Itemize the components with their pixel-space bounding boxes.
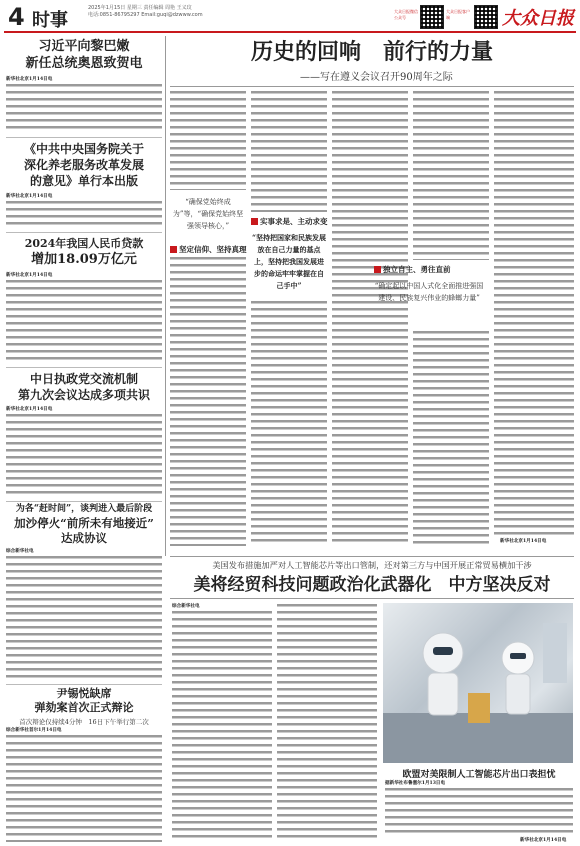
feature-body bbox=[170, 256, 246, 546]
header-rule bbox=[4, 31, 576, 33]
article-title bbox=[6, 371, 162, 403]
article-body bbox=[6, 413, 162, 497]
photo-body bbox=[385, 787, 573, 835]
article-title-line: 为各“赶时间”，谈判进入最后阶段 bbox=[15, 504, 153, 514]
feature-title: 历史的回响 前行的力量 bbox=[250, 39, 493, 65]
feature-body bbox=[413, 330, 489, 546]
article-title bbox=[6, 503, 162, 546]
feature-pullquote: “确保党始终成为”等，“确保党始终坚强领导核心，” bbox=[172, 198, 244, 230]
article-body bbox=[6, 279, 162, 363]
article-byline: 新华社北京1月14日电 bbox=[6, 77, 53, 82]
header-meta-line1: 2025年1月15日 星期三 责任编辑 周艳 王义玟 bbox=[88, 5, 192, 11]
feature-body bbox=[251, 300, 327, 546]
article-title bbox=[6, 141, 162, 189]
article-title-line: 增加18.09万亿元 bbox=[31, 252, 137, 267]
article-subtitle: 首次辩论仅持续4分钟 16日下午举行第二次 bbox=[19, 718, 149, 726]
article-title-line: 的意见》单行本出版 bbox=[29, 174, 138, 188]
feature-section-heading: 坚定信仰、坚持真理 bbox=[170, 244, 247, 255]
bottom-end-byline: 新华社北京1月14日电 bbox=[520, 838, 567, 843]
feature-section-heading: 实事求是、主动求变 bbox=[251, 216, 328, 227]
article-title-line: 尹锡悦缺席 bbox=[56, 687, 112, 700]
article-title-line: 中日执政党交流机制 bbox=[29, 372, 138, 386]
feature-body bbox=[494, 90, 574, 536]
article-title-line: 2024年我国人民币贷款 bbox=[24, 237, 144, 250]
article-title-line: 《中共中央国务院关于 bbox=[23, 142, 144, 156]
divider bbox=[170, 86, 574, 87]
article-title bbox=[6, 38, 162, 72]
divider bbox=[170, 556, 574, 557]
bottom-byline: 综合新华社电 bbox=[172, 604, 200, 609]
divider bbox=[6, 232, 162, 233]
qr1-label: 大众日报微信公众号 bbox=[394, 9, 418, 20]
article-byline: 新华社北京1月14日电 bbox=[6, 273, 53, 278]
header-meta-line2: 电话:0851-86795297 Email:guqi@dzwww.com bbox=[88, 12, 203, 18]
article-byline: 综合新华社电 bbox=[6, 549, 34, 554]
divider bbox=[6, 367, 162, 368]
robot-illustration bbox=[383, 603, 573, 763]
bottom-title: 美将经贸科技问题政治化武器化 中方坚决反对 bbox=[193, 575, 551, 595]
bottom-body bbox=[277, 603, 377, 842]
feature-pullquote: “坚持把国家和民族发展放在自己力量的基点上，坚持把我国发展进步的命运牢牢掌握在自己手中” bbox=[251, 233, 327, 290]
article-title-line: 弹劾案首次正式辩论 bbox=[34, 701, 134, 714]
article-body bbox=[6, 83, 162, 133]
feature-body bbox=[170, 90, 246, 190]
divider bbox=[6, 137, 162, 138]
feature-pullquote: “确定起以中国人式化全面推进强国建设、民族复兴伟业的蜂螂力量” bbox=[374, 282, 484, 302]
article-body bbox=[6, 555, 162, 680]
article-title-line: 习近平向黎巴嫩 bbox=[38, 39, 130, 54]
feature-body bbox=[251, 90, 327, 212]
qr-code-icon bbox=[420, 5, 444, 29]
feature-section-heading: 独立自主、勇往直前 bbox=[374, 264, 451, 275]
photo-caption: 欧盟对美限制人工智能芯片出口表担忧 bbox=[402, 770, 556, 780]
article-title bbox=[6, 236, 162, 268]
article-title-line: 加沙停火“前所未有地接近” bbox=[14, 516, 154, 530]
article-title-line: 新任总统奥恩致贺电 bbox=[25, 56, 143, 71]
feature-byline: 新华社北京1月14日电 bbox=[500, 539, 547, 544]
feature-subtitle: ——写在遵义会议召开90周年之际 bbox=[300, 72, 453, 83]
page-number: 4 bbox=[8, 3, 25, 31]
photo-byline: 据新华社布鲁塞尔1月13日电 bbox=[385, 781, 446, 786]
article-title-line: 达成协议 bbox=[61, 531, 107, 545]
feature-body bbox=[413, 90, 489, 260]
masthead-logo: 大众日报 bbox=[502, 8, 574, 29]
column-divider bbox=[165, 36, 166, 556]
bottom-body bbox=[172, 610, 272, 842]
qr-code-icon bbox=[474, 5, 498, 29]
article-byline: 新华社北京1月14日电 bbox=[6, 194, 53, 199]
article-body bbox=[6, 200, 162, 228]
feature-body bbox=[332, 90, 408, 546]
divider bbox=[6, 684, 162, 685]
divider bbox=[6, 501, 162, 502]
article-byline: 综合新华社首尔1月14日电 bbox=[6, 728, 62, 733]
article-byline: 新华社北京1月14日电 bbox=[6, 407, 53, 412]
article-body bbox=[6, 734, 162, 842]
qr2-label: 大众日报客户端 bbox=[446, 9, 470, 20]
article-title-line: 深化养老服务改革发展 bbox=[23, 158, 144, 172]
bottom-kicker: 美国发布措施加严对人工智能芯片等出口管制，还对第三方与中国开展正常贸易横加干涉 bbox=[212, 560, 532, 570]
section-title: 时事 bbox=[32, 10, 68, 31]
article-title bbox=[6, 687, 162, 715]
divider bbox=[170, 598, 574, 599]
robot-photo bbox=[383, 603, 573, 763]
article-title-line: 第九次会议达成多项共识 bbox=[17, 388, 150, 402]
header-meta bbox=[88, 5, 288, 19]
